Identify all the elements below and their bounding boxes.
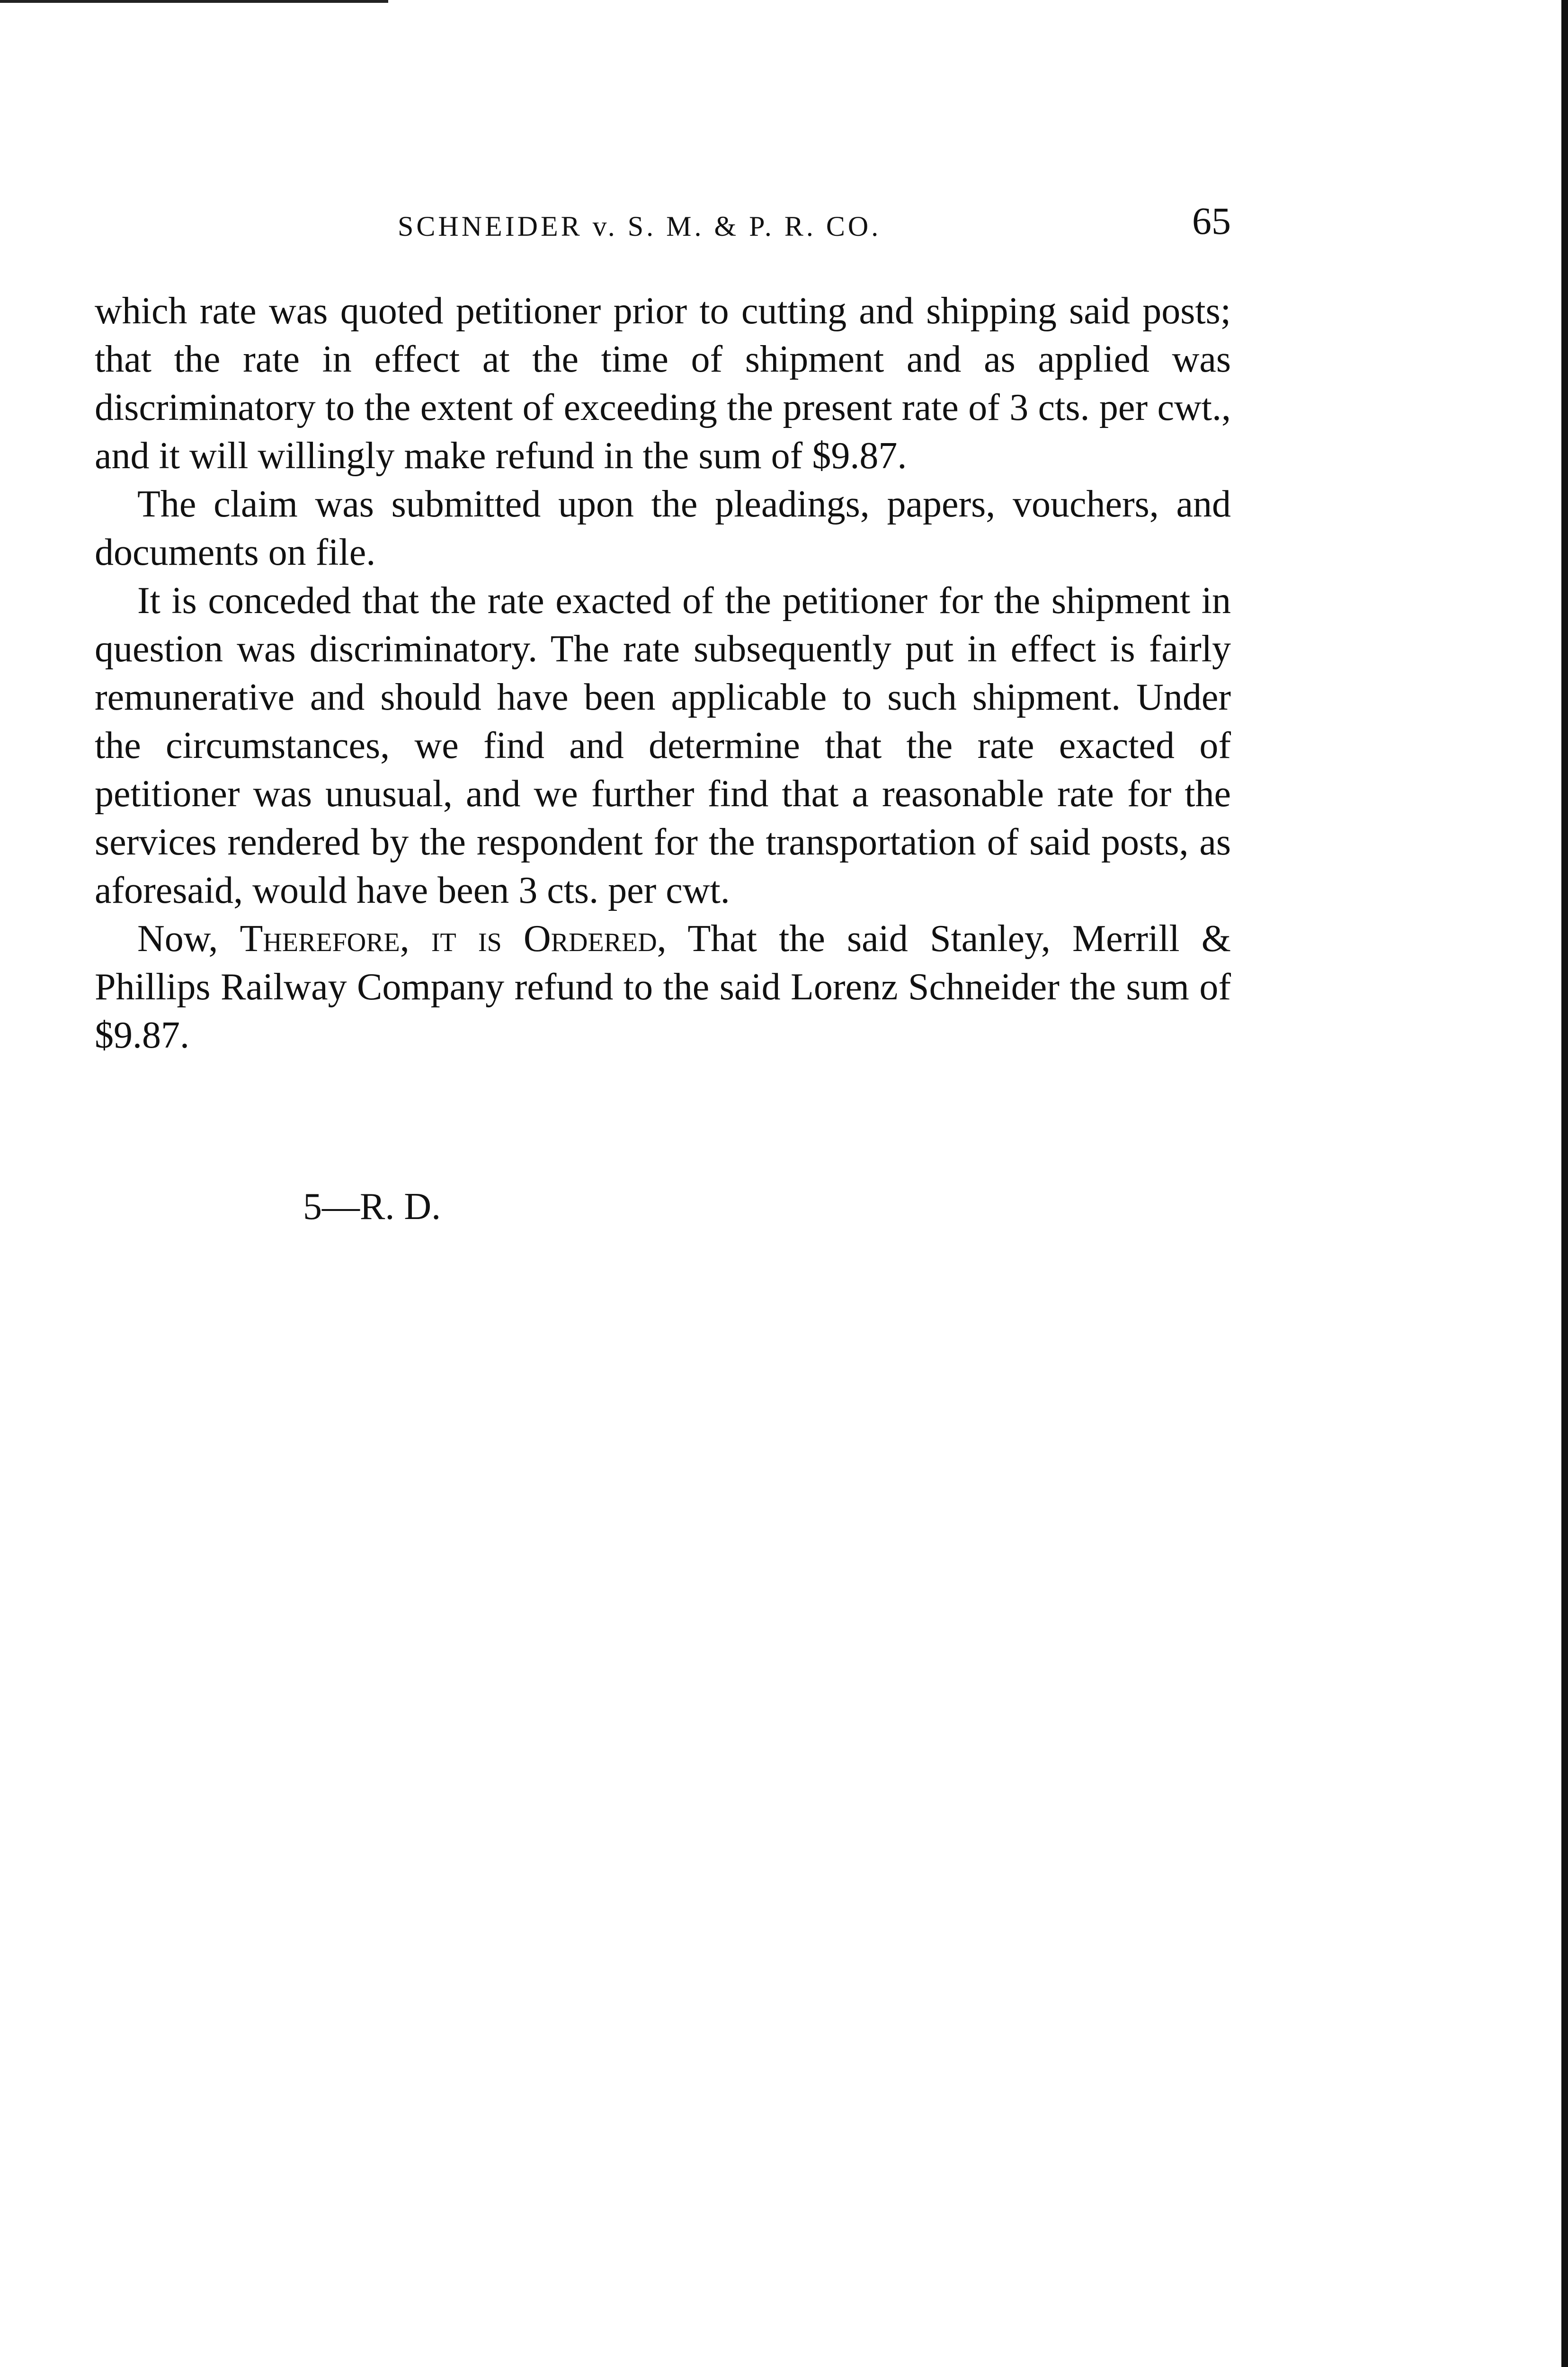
page-number: 65 (1192, 199, 1231, 242)
body-text (95, 287, 1231, 1059)
running-head (95, 199, 1231, 251)
signature: 5—R. D. (303, 1186, 441, 1228)
paragraph-order (95, 915, 1231, 1059)
scan-edge-right (1561, 0, 1568, 2367)
paragraph-continuation: which rate was quoted petitioner prior to cutting and shipping said posts; that the rate in effect at the time of shipment and as applied was discriminatory to the extent of exceeding the present rate of 3 cts. per cwt., and it will willingly make refund in the sum of $9.87. (95, 290, 1231, 477)
order-phrase: Therefore, it is Ordered, (240, 918, 667, 960)
paragraph-findings: It is conceded that the rate exacted of the petitioner for the shipment in question was discriminatory. The rate subsequently put in effect is fairly remunerative and should have been applicable to such shipment. Under the circumstances, we find and determine that the rate exacted of petitioner was unusual, and we further find that a reasonable rate for the services rendered by the respondent for the transportation of said posts, as aforesaid, would have been 3 cts. per cwt. (95, 580, 1231, 911)
paragraph-submission: The claim was submitted upon the pleadings, papers, vouchers, and documents on file. (95, 483, 1231, 573)
scan-edge-top (0, 0, 388, 3)
order-lead: Now, (137, 918, 240, 960)
running-title: SCHNEIDER v. S. M. & P. R. CO. (398, 211, 882, 242)
order-text: That the said Stanley, Merrill & Phillips Railway Company refund to the said Lorenz Schneider the sum of $9.87. (95, 918, 1231, 1056)
